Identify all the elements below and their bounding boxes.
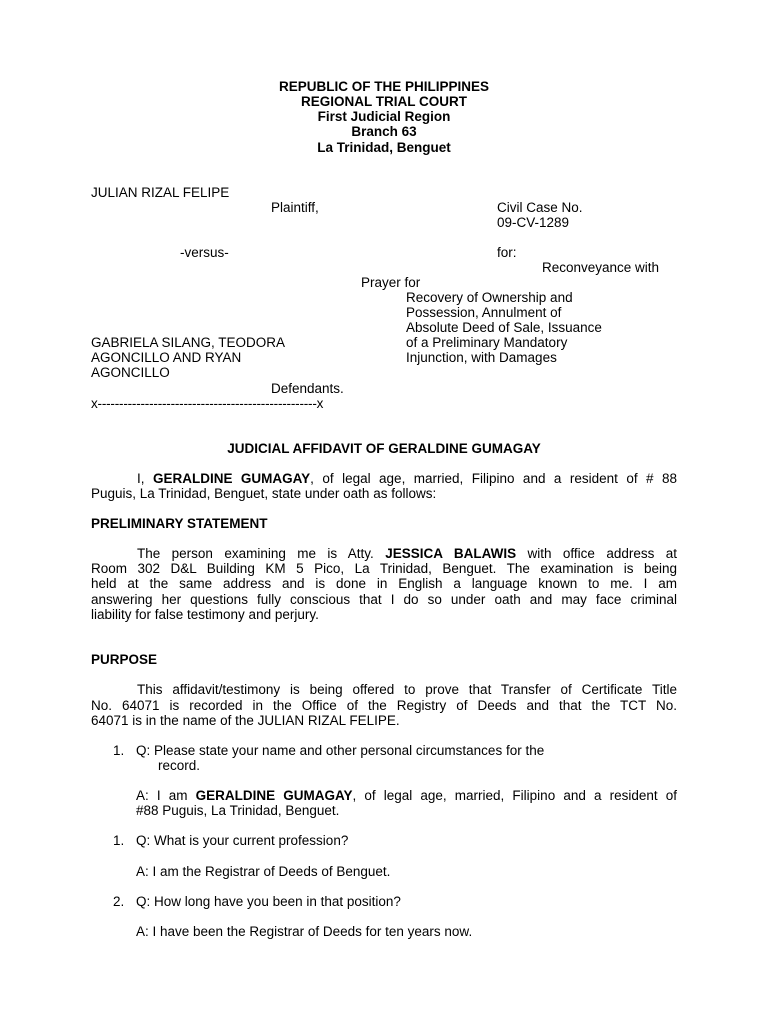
purpose-heading: PURPOSE [91,652,158,667]
action-line: Possession, Annulment of [406,305,562,320]
answer-text: A: I have been the Registrar of Deeds for ten years now. [136,924,473,939]
purpose-line-3: 64071 is in the name of the JULIAN RIZAL FELIPE. [91,713,400,728]
affiant-name: GERALDINE GUMAGAY [152,471,311,486]
preliminary-line: held at the same address and is done in English a language known to me. I am [91,576,677,591]
plaintiff-name: JULIAN RIZAL FELIPE [91,185,230,200]
court-header-location: La Trinidad, Benguet [317,140,451,155]
action-line: Absolute Deed of Sale, Issuance [406,320,602,335]
question-text: Q: How long have you been in that position? [136,894,401,909]
action-line: Reconveyance with [542,260,660,275]
action-line: Injunction, with Damages [406,350,557,365]
defendant-line: AGONCILLO AND RYAN [91,350,242,365]
qa-number: 1. [113,833,125,848]
action-line: Recovery of Ownership and [406,290,573,305]
answer-text: #88 Puguis, La Trinidad, Benguet. [136,803,340,818]
examiner-name: JESSICA BALAWIS [385,546,517,561]
question-text: Q: Please state your name and other personal circumstances for the [136,743,545,758]
action-line: Prayer for [361,275,421,290]
purpose-line-1: This affidavit/testimony is being offered to prove that Transfer of Certificate Title [137,682,677,697]
preliminary-line: answering her questions fully conscious that I do so under oath and may face criminal [91,592,677,607]
action-line: of a Preliminary Mandatory [406,335,568,350]
defendant-line: GABRIELA SILANG, TEODORA [91,335,286,350]
answer-affiant-name: GERALDINE GUMAGAY [195,788,353,803]
qa-number: 1. [113,743,125,758]
preliminary-line: liability for false testimony and perjury. [91,607,319,622]
court-header-republic: REPUBLIC OF THE PHILIPPINES [278,79,490,94]
answer-text: A: I am GERALDINE GUMAGAY, of legal age, married, Filipino and a resident of [136,788,677,803]
case-number-label: Civil Case No. [497,200,583,215]
question-text: record. [158,758,201,773]
preliminary-line: Room 302 D&L Building KM 5 Pico, La Trinidad, Benguet. The examination is being [91,561,677,576]
court-header-branch: Branch 63 [351,124,417,139]
purpose-line-2: No. 64071 is recorded in the Office of the Registry of Deeds and that the TCT No. [91,698,677,713]
qa-number: 2. [113,894,125,909]
preliminary-line-1: The person examining me is Atty. JESSICA BALAWIS with office address at [137,546,677,561]
plaintiff-label: Plaintiff, [271,200,319,215]
court-header-region: First Judicial Region [317,109,451,124]
intro-line-2: Puguis, La Trinidad, Benguet, state under oath as follows: [91,486,437,501]
answer-text: A: I am the Registrar of Deeds of Benguet. [136,864,391,879]
versus-label: -versus- [180,245,229,260]
for-label: for: [497,245,517,260]
preliminary-heading: PRELIMINARY STATEMENT [91,516,268,531]
question-text: Q: What is your current profession? [136,833,349,848]
defendants-label: Defendants. [271,381,344,396]
affidavit-title: JUDICIAL AFFIDAVIT OF GERALDINE GUMAGAY [227,441,541,456]
intro-line-1: I, GERALDINE GUMAGAY, of legal age, married, Filipino and a resident of # 88 [137,471,678,486]
court-header-court: REGIONAL TRIAL COURT [300,94,467,109]
case-number: 09-CV-1289 [497,215,570,230]
caption-separator: x---------------------------------------------------x [91,396,324,411]
defendant-line: AGONCILLO [91,365,170,380]
